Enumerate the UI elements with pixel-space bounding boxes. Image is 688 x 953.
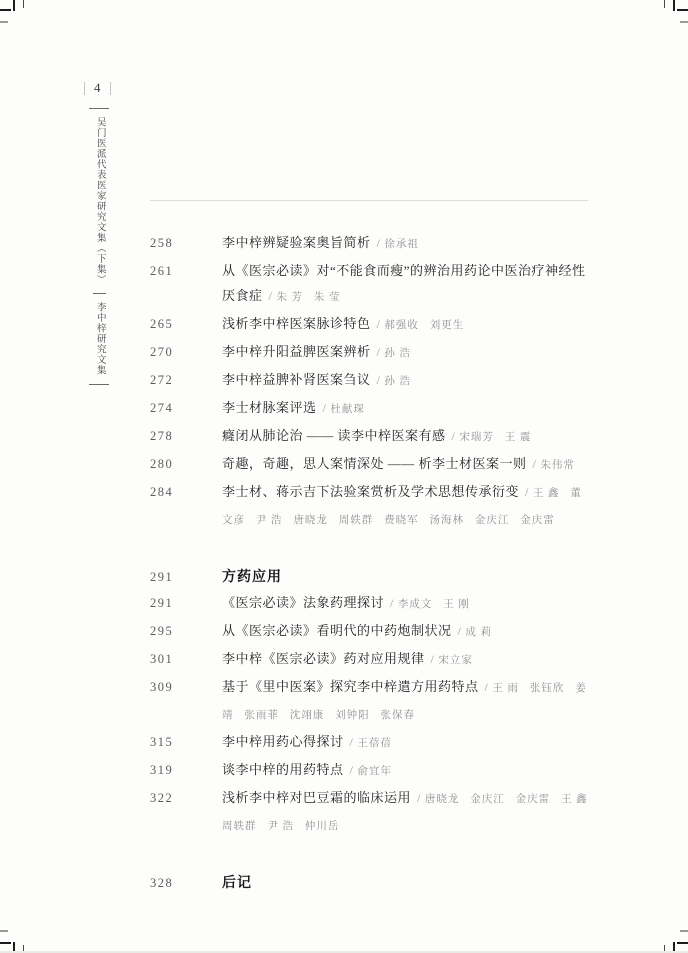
entry-title: 李中梓益脾补肾医案刍议: [222, 372, 371, 387]
entry-title: 李士材脉案评选: [222, 400, 317, 415]
entry-title-block: [222, 230, 588, 257]
entry-page-number: 274: [150, 401, 174, 415]
entry-title: 后记: [222, 874, 252, 890]
entry-title-block: [222, 729, 588, 756]
crop-mark-top-left: [0, 0, 30, 30]
entry-authors: 李成文 王 刚: [397, 599, 470, 610]
entry-page-number: 265: [150, 317, 174, 331]
toc-row: [150, 785, 599, 839]
entry-title-block: [222, 785, 599, 839]
entry-separator: /: [532, 457, 537, 471]
entry-title-block: [222, 646, 588, 673]
entry-authors: 宋立家: [438, 655, 473, 666]
entry-separator: /: [430, 652, 435, 666]
entry-title: 李中梓辨疑验案奥旨简析: [222, 235, 371, 250]
entry-title: 从《医宗必读》对“不能食而瘦”的辨治用药论中医治疗神经性厌食症: [222, 263, 586, 303]
entry-separator: /: [376, 317, 381, 331]
toc-list: [150, 230, 599, 895]
entry-authors: 杜献琛: [330, 404, 365, 415]
entry-separator: /: [390, 596, 394, 610]
entry-title: 癃闭从肺论治 —— 读李中梓医案有感: [222, 428, 446, 443]
entry-title-block: [222, 451, 588, 478]
entry-title: 谈李中梓的用药特点: [222, 762, 344, 777]
entry-page-number: 261: [150, 264, 174, 278]
toc-row: [150, 258, 588, 310]
entry-title-block: [222, 258, 588, 310]
entry-separator: /: [268, 289, 273, 303]
toc-row: [150, 367, 588, 394]
crop-mark-bottom-right: [658, 923, 688, 953]
entry-title-block: [222, 311, 588, 338]
entry-title: 李中梓升阳益脾医案辨析: [222, 344, 371, 359]
entry-authors: 孙 浩: [384, 376, 411, 387]
entry-title-block: [222, 618, 588, 645]
entry-authors: 朱 芳 朱 莹: [276, 292, 341, 303]
entry-page-number: 278: [150, 429, 174, 443]
series-title-vertical: 吴门医派代表医家研究文集（下集）: [94, 117, 105, 285]
entry-authors: 成 莉: [465, 627, 492, 638]
toc-row: [150, 479, 588, 533]
page-number-bar-right: [110, 82, 111, 95]
entry-title-block: [222, 564, 588, 589]
entry-separator: /: [349, 763, 354, 777]
entry-page-number: 258: [150, 236, 174, 250]
entry-separator: /: [322, 401, 327, 415]
entry-title-block: [222, 423, 588, 450]
entry-title-block: [222, 870, 588, 895]
crop-mark-bottom-left: [0, 923, 30, 953]
toc-row: [150, 618, 588, 645]
toc-row: [150, 674, 591, 728]
entry-separator: /: [451, 429, 456, 443]
toc-row: [150, 423, 588, 450]
entry-separator: /: [376, 345, 381, 359]
page-number-bar-left: [84, 82, 85, 95]
entry-authors: 郝强收 刘更生: [384, 320, 465, 331]
entry-authors: 孙 浩: [384, 348, 411, 359]
crop-mark-top-right: [658, 0, 688, 30]
entry-title: 李中梓《医宗必读》药对应用规律: [222, 651, 425, 666]
entry-separator: /: [484, 680, 489, 694]
entry-title: 李中梓用药心得探讨: [222, 734, 344, 749]
toc-row: [150, 451, 588, 478]
toc-row: [150, 729, 588, 756]
toc-row: [150, 646, 588, 673]
entry-authors: 宋瑞芳 王 震: [459, 432, 532, 443]
entry-page-number: 280: [150, 457, 174, 471]
toc-row: [150, 395, 588, 422]
entry-title: 从《医宗必读》看明代的中药炮制状况: [222, 623, 452, 638]
entry-separator: /: [349, 735, 354, 749]
entry-authors: 唐晓龙 金庆江 金庆雷 王 鑫 周轶群 尹 浩 仲川岳: [222, 794, 599, 832]
toc-row: [150, 339, 588, 366]
sidebar: [86, 108, 112, 385]
entry-page-number: 322: [150, 791, 174, 805]
entry-page-number: 328: [150, 876, 174, 890]
toc-divider-line: [150, 200, 588, 201]
page-number-value: 4: [94, 80, 101, 95]
entry-authors: 徐承祖: [384, 239, 419, 250]
table-of-contents: [150, 200, 599, 896]
entry-page-number: 284: [150, 485, 174, 499]
entry-page-number: 315: [150, 735, 174, 749]
entry-separator: /: [376, 373, 381, 387]
entry-authors: 王 鑫 董文彦 尹 浩 唐晓龙 周轶群 费晓军 汤海林 金庆江 金庆雷: [222, 488, 582, 526]
volume-title-vertical: 李中梓研究文集: [94, 302, 105, 376]
entry-page-number: 309: [150, 680, 174, 694]
entry-separator: /: [457, 624, 462, 638]
entry-separator: /: [376, 236, 381, 250]
entry-title-block: [222, 757, 588, 784]
entry-title-block: [222, 395, 588, 422]
entry-separator: /: [417, 791, 421, 805]
entry-authors: 王蓓蓓: [357, 738, 392, 749]
entry-title-block: [222, 590, 588, 617]
entry-page-number: 319: [150, 763, 174, 777]
toc-row: [150, 564, 588, 589]
toc-row: [150, 590, 588, 617]
entry-title: 奇趣，奇趣，思人案情深处 —— 析李士材医案一则: [222, 456, 527, 471]
sidebar-rule-bottom: [89, 384, 109, 385]
toc-row: [150, 230, 588, 257]
entry-title-block: [222, 674, 591, 728]
entry-authors: 王 雨 张钰欣 姜 靖 张雨菲 沈翊康 刘钟阳 张保春: [222, 683, 591, 721]
entry-title: 《医宗必读》法象药理探讨: [222, 595, 385, 610]
toc-row: [150, 870, 588, 895]
entry-separator: /: [525, 485, 529, 499]
entry-page-number: 270: [150, 345, 174, 359]
sidebar-rule-middle: [93, 293, 106, 294]
entry-title-block: [222, 339, 588, 366]
page-number: [84, 80, 111, 96]
entry-authors: 俞宜年: [357, 766, 392, 777]
entry-page-number: 272: [150, 373, 174, 387]
entry-authors: 朱伟常: [540, 460, 575, 471]
entry-title: 方药应用: [222, 568, 282, 584]
entry-title: 浅析李中梓对巴豆霜的临床运用: [222, 790, 412, 805]
entry-title-block: [222, 367, 588, 394]
entry-title-block: [222, 479, 588, 533]
sidebar-rule-top: [89, 108, 109, 109]
entry-page-number: 291: [150, 596, 174, 610]
toc-row: [150, 757, 588, 784]
entry-page-number: 291: [150, 570, 174, 584]
entry-title: 基于《里中医案》探究李中梓遣方用药特点: [222, 679, 479, 694]
entry-title: 浅析李中梓医案脉诊特色: [222, 316, 371, 331]
entry-page-number: 301: [150, 652, 174, 666]
entry-page-number: 295: [150, 624, 174, 638]
toc-row: [150, 311, 588, 338]
entry-title: 李士材、蒋示吉下法验案赏析及学术思想传承衍变: [222, 484, 520, 499]
